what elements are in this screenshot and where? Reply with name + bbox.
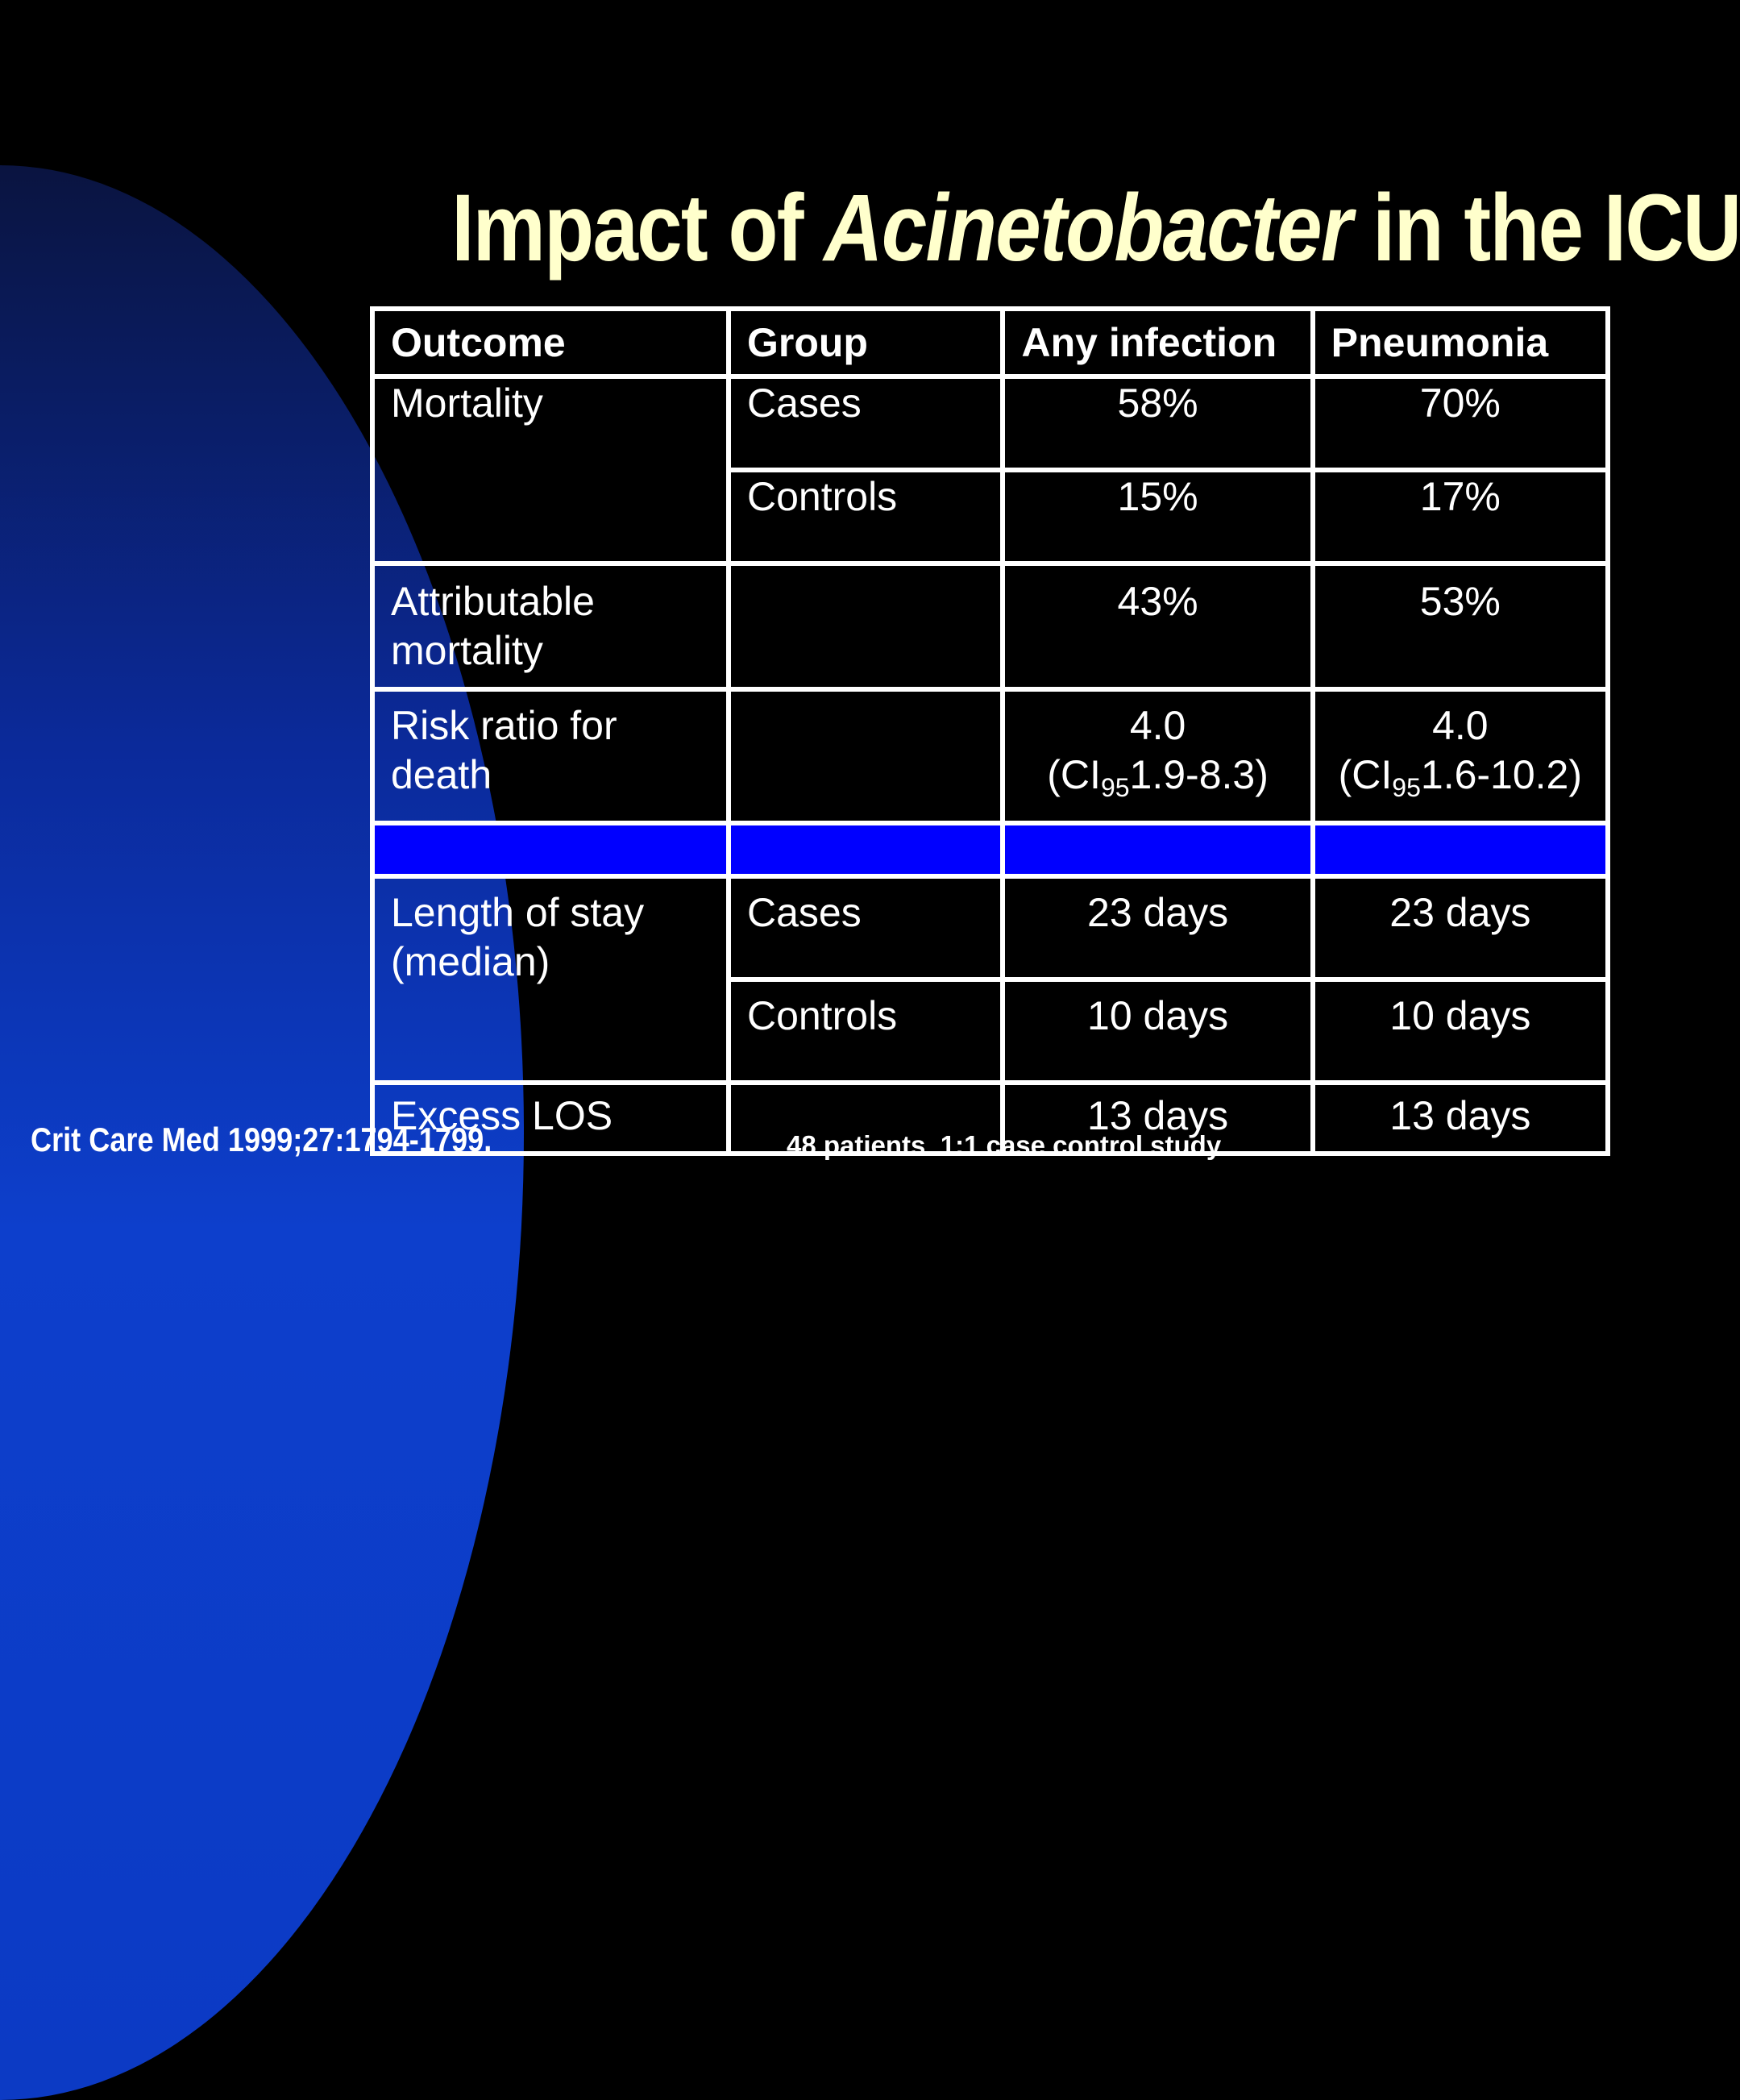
attributable-group bbox=[729, 563, 1003, 689]
risk-pneumonia bbox=[1313, 689, 1608, 823]
header-outcome: Outcome bbox=[372, 309, 729, 376]
risk-any-ci-prefix: (CI bbox=[1047, 752, 1101, 797]
mortality-controls-any: 15% bbox=[1003, 470, 1312, 563]
separator-cell bbox=[1313, 823, 1608, 876]
outcome-risk-ratio: Risk ratio for death bbox=[372, 689, 729, 823]
separator-cell bbox=[372, 823, 729, 876]
risk-group bbox=[729, 689, 1003, 823]
risk-any-ci-sub: 95 bbox=[1100, 773, 1130, 802]
table-row-mortality-cases bbox=[372, 376, 1608, 470]
table-row-los-cases bbox=[372, 876, 1608, 979]
risk-any-value: 4.0 bbox=[1129, 703, 1186, 748]
title-text-end: in the ICU bbox=[1351, 175, 1740, 281]
risk-pneumonia-ci-sub: 95 bbox=[1392, 773, 1421, 802]
excess-pneumonia: 13 days bbox=[1313, 1083, 1608, 1154]
outcome-length-of-stay: Length of stay (median) bbox=[372, 876, 729, 1083]
group-cases: Cases bbox=[729, 876, 1003, 979]
mortality-controls-pneumonia: 17% bbox=[1313, 470, 1608, 563]
risk-pneumonia-ci-prefix: (CI bbox=[1338, 752, 1393, 797]
los-cases-pneumonia: 23 days bbox=[1313, 876, 1608, 979]
risk-pneumonia-value: 4.0 bbox=[1432, 703, 1489, 748]
table-separator-row bbox=[372, 823, 1608, 876]
outcome-excess-los: Excess LOS bbox=[372, 1083, 729, 1154]
risk-pneumonia-ci-range: 1.6-10.2) bbox=[1420, 752, 1583, 797]
risk-any bbox=[1003, 689, 1312, 823]
excess-any: 13 days bbox=[1003, 1083, 1312, 1154]
outcome-mortality: Mortality bbox=[372, 376, 729, 563]
group-controls: Controls bbox=[729, 979, 1003, 1083]
attributable-pneumonia: 53% bbox=[1313, 563, 1608, 689]
outcomes-table bbox=[370, 306, 1610, 1156]
mortality-cases-pneumonia: 70% bbox=[1313, 376, 1608, 470]
outcome-attributable-mortality: Attributable mortality bbox=[372, 563, 729, 689]
los-cases-any: 23 days bbox=[1003, 876, 1312, 979]
table-row-risk-ratio bbox=[372, 689, 1608, 823]
slide-title bbox=[451, 173, 1740, 283]
citation: Crit Care Med 1999;27:1794-1799. bbox=[31, 1121, 492, 1158]
table-header-row bbox=[372, 309, 1608, 376]
los-controls-any: 10 days bbox=[1003, 979, 1312, 1083]
group-cases: Cases bbox=[729, 376, 1003, 470]
risk-any-ci-range: 1.9-8.3) bbox=[1129, 752, 1269, 797]
title-text-start: Impact of bbox=[451, 175, 824, 281]
group-controls: Controls bbox=[729, 470, 1003, 563]
header-group: Group bbox=[729, 309, 1003, 376]
table-row-attributable bbox=[372, 563, 1608, 689]
mortality-cases-any: 58% bbox=[1003, 376, 1312, 470]
attributable-any: 43% bbox=[1003, 563, 1312, 689]
header-pneumonia: Pneumonia bbox=[1313, 309, 1608, 376]
title-italic-organism: Acinetobacter bbox=[824, 175, 1352, 281]
header-any-infection: Any infection bbox=[1003, 309, 1312, 376]
separator-cell bbox=[729, 823, 1003, 876]
study-note: 48 patients 1:1 case control study bbox=[787, 1130, 1222, 1160]
separator-cell bbox=[1003, 823, 1312, 876]
los-controls-pneumonia: 10 days bbox=[1313, 979, 1608, 1083]
